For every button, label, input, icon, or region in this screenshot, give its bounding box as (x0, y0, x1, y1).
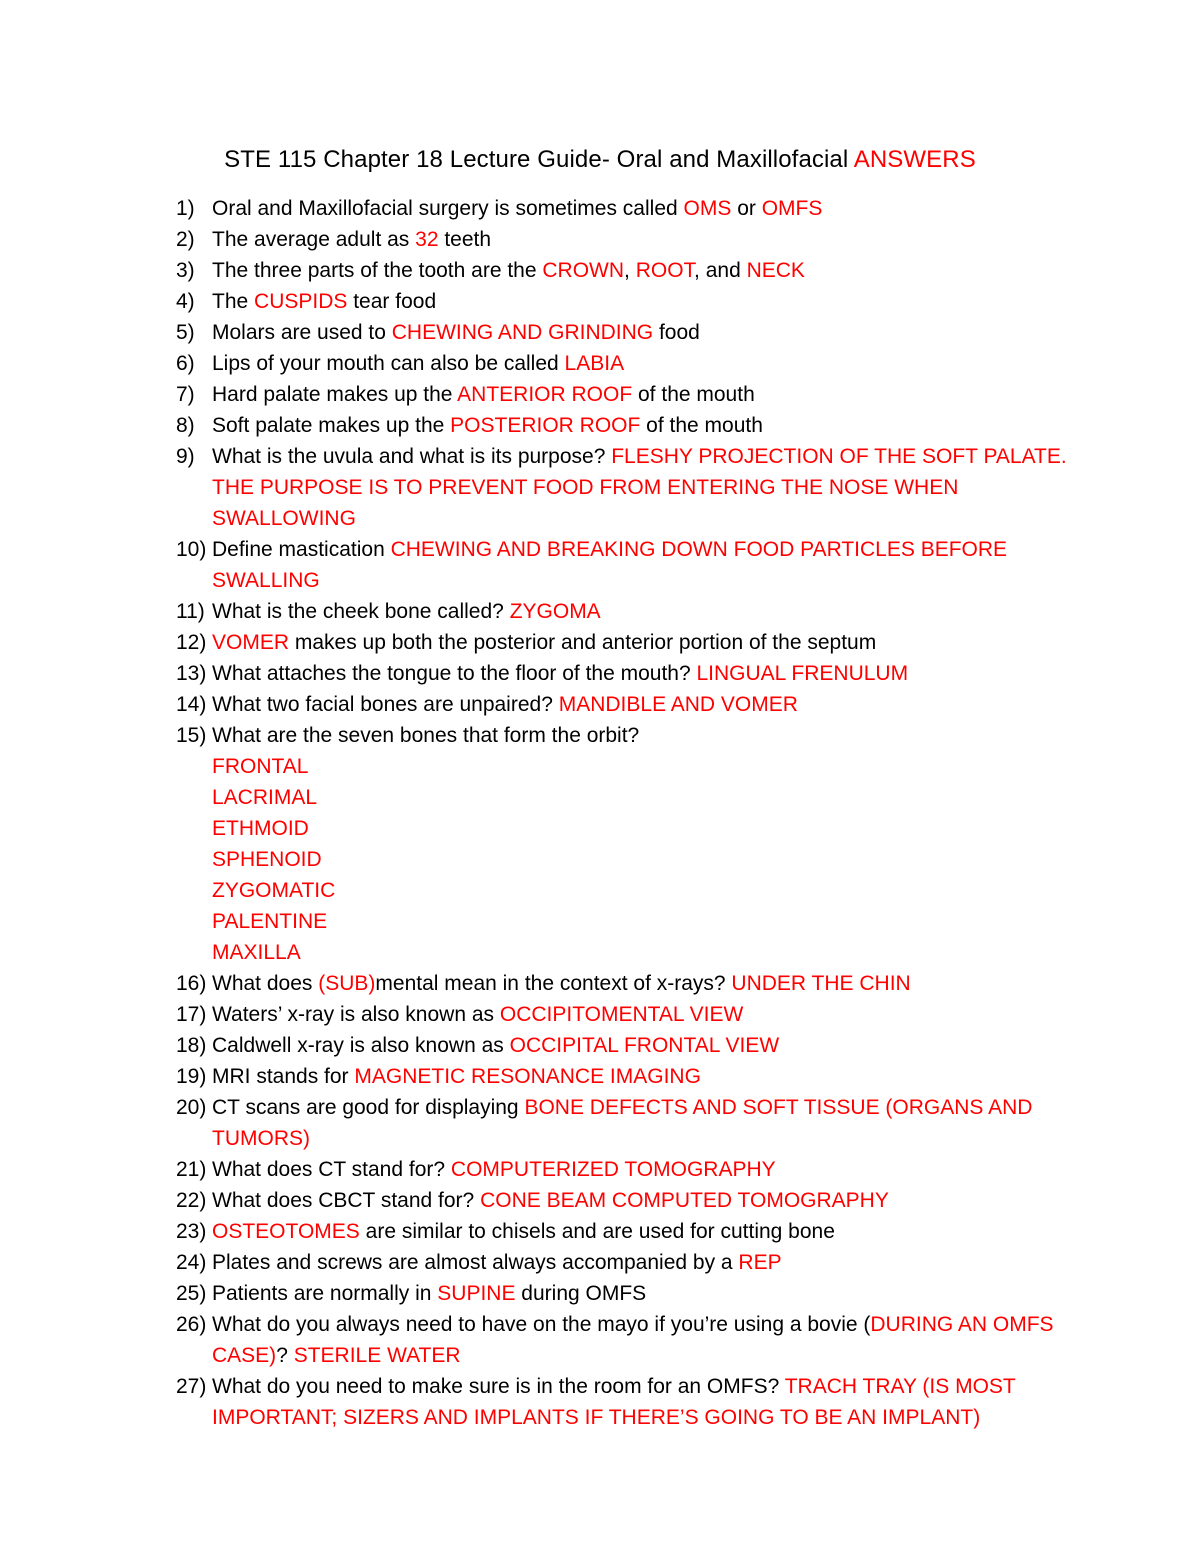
question-text: The (212, 290, 255, 313)
list-item (176, 1278, 1096, 1309)
list-item (176, 286, 1096, 317)
item-number: 8) (176, 414, 195, 437)
question-text: The three parts of the tooth are the (212, 259, 543, 282)
item-number: 7) (176, 383, 195, 406)
orbit-bone-answer: PALENTINE (212, 910, 328, 933)
item-number: 21) (176, 1158, 207, 1181)
item-number: 18) (176, 1034, 207, 1057)
item-number: 15) (176, 724, 207, 747)
item-number: 19) (176, 1065, 207, 1088)
item-number: 6) (176, 352, 195, 375)
question-text: tear food (347, 290, 437, 313)
question-text: What do you need to make sure is in the room for an OMFS? (212, 1375, 785, 1398)
answer-text: POSTERIOR ROOF (450, 414, 641, 437)
question-text: CT scans are good for displaying (212, 1096, 525, 1119)
question-text: food (653, 321, 700, 344)
answer-text: OCCIPITAL FRONTAL VIEW (509, 1034, 780, 1057)
question-text: Define mastication (212, 538, 391, 561)
answer-text: LABIA (564, 352, 625, 375)
answer-text: MANDIBLE AND VOMER (558, 693, 798, 716)
answer-text: OMFS (761, 197, 823, 220)
orbit-bone-answer: ETHMOID (212, 817, 309, 840)
question-text: makes up both the posterior and anterior portion of the septum (289, 631, 877, 654)
list-item (176, 689, 1096, 720)
item-number: 9) (176, 445, 195, 468)
answer-text: DURING AN OMFS CASE) (212, 1313, 1054, 1367)
answer-text: CHEWING AND GRINDING (391, 321, 654, 344)
answer-text: REP (738, 1251, 782, 1274)
list-item (176, 999, 1096, 1030)
item-number: 22) (176, 1189, 207, 1212)
question-text: Waters’ x-ray is also known as (212, 1003, 500, 1026)
list-item (176, 255, 1096, 286)
question-text: , and (694, 259, 747, 282)
question-text: Oral and Maxillofacial surgery is sometimes called (212, 197, 684, 220)
list-item (176, 441, 1096, 534)
answer-text: 32 (415, 228, 439, 251)
question-text: ? (276, 1344, 294, 1367)
answer-text: ANTERIOR ROOF (457, 383, 633, 406)
question-text: mental mean in the context of x-rays? (375, 972, 732, 995)
list-item (176, 348, 1096, 379)
answer-text: OCCIPITOMENTAL VIEW (499, 1003, 744, 1026)
question-text: What is the uvula and what is its purpose? (212, 445, 612, 468)
answer-text: FLESHY PROJECTION OF THE SOFT PALATE. THE PURPOSE IS TO PREVENT FOOD FROM ENTERING THE NOSE WHEN SWALLOWING (212, 445, 1067, 530)
list-item (176, 317, 1096, 348)
answer-text: STERILE WATER (293, 1344, 461, 1367)
item-number: 11) (176, 600, 205, 623)
answer-text: ROOT (635, 259, 695, 282)
answer-text: UNDER THE CHIN (731, 972, 911, 995)
answer-text: COMPUTERIZED TOMOGRAPHY (450, 1158, 776, 1181)
item-number: 2) (176, 228, 195, 251)
answer-text: NECK (746, 259, 805, 282)
item-number: 14) (176, 693, 207, 716)
orbit-bone-answer: ZYGOMATIC (212, 879, 336, 902)
question-text: , (624, 259, 636, 282)
answer-text: OSTEOTOMES (212, 1220, 360, 1243)
list-item (176, 1247, 1096, 1278)
answer-text: CUSPIDS (254, 290, 348, 313)
question-text: teeth (438, 228, 492, 251)
answer-text: TRACH TRAY (IS MOST IMPORTANT; SIZERS AND IMPLANTS IF THERE’S GOING TO BE AN IMPLANT) (212, 1375, 1016, 1429)
question-text: of the mouth (640, 414, 763, 437)
list-item (176, 596, 1096, 627)
question-text: What two facial bones are unpaired? (212, 693, 559, 716)
question-text: Hard palate makes up the (212, 383, 458, 406)
item-number: 20) (176, 1096, 207, 1119)
question-text: What does (212, 972, 319, 995)
question-text: of the mouth (632, 383, 755, 406)
question-text: Caldwell x-ray is also known as (212, 1034, 510, 1057)
item-number: 12) (176, 631, 207, 654)
title-accent: ANSWERS (853, 146, 976, 173)
item-number: 23) (176, 1220, 207, 1243)
item-number: 10) (176, 538, 207, 561)
answer-text: VOMER (212, 631, 290, 654)
list-item (176, 1371, 1096, 1433)
answer-text: (SUB) (318, 972, 376, 995)
list-item (176, 720, 1096, 751)
question-text: Soft palate makes up the (212, 414, 451, 437)
item-number: 26) (176, 1313, 207, 1336)
question-text: What do you always need to have on the mayo if you’re using a bovie ( (212, 1313, 871, 1336)
question-text: What does CT stand for? (212, 1158, 451, 1181)
question-text: or (731, 197, 762, 220)
list-item (176, 1030, 1096, 1061)
item-number: 5) (176, 321, 195, 344)
question-text: Plates and screws are almost always accompanied by a (212, 1251, 739, 1274)
question-text: Molars are used to (212, 321, 392, 344)
answer-text: CHEWING AND BREAKING DOWN FOOD PARTICLES BEFORE SWALLING (212, 538, 1008, 592)
list-item (176, 627, 1096, 658)
question-text: MRI stands for (212, 1065, 355, 1088)
orbit-bone-answer: SPHENOID (212, 848, 322, 871)
answer-text: CROWN (542, 259, 625, 282)
answer-text: MAGNETIC RESONANCE IMAGING (354, 1065, 701, 1088)
list-item (176, 534, 1096, 596)
page-title (0, 144, 1200, 176)
orbit-bone-answer: LACRIMAL (212, 786, 318, 809)
question-text: during OMFS (515, 1282, 647, 1305)
question-text: Patients are normally in (212, 1282, 438, 1305)
list-item (176, 224, 1096, 255)
list-item (176, 379, 1096, 410)
item-number: 3) (176, 259, 195, 282)
title-text: STE 115 Chapter 18 Lecture Guide- Oral and Maxillofacial (224, 146, 854, 173)
answer-text: LINGUAL FRENULUM (696, 662, 909, 685)
answer-text: ZYGOMA (509, 600, 601, 623)
orbit-bone-answer: MAXILLA (212, 941, 301, 964)
answer-text: CONE BEAM COMPUTED TOMOGRAPHY (480, 1189, 889, 1212)
list-item (176, 1092, 1096, 1154)
answer-text: OMS (683, 197, 732, 220)
item-number: 1) (176, 197, 195, 220)
item-number: 24) (176, 1251, 207, 1274)
question-text: What are the seven bones that form the orbit? (212, 724, 640, 747)
list-item (176, 410, 1096, 441)
item-number: 25) (176, 1282, 207, 1305)
question-text: Lips of your mouth can also be called (212, 352, 565, 375)
item-number: 16) (176, 972, 207, 995)
list-item (176, 1309, 1096, 1371)
answer-text: BONE DEFECTS AND SOFT TISSUE (ORGANS AND TUMORS) (212, 1096, 1033, 1150)
list-item (176, 968, 1096, 999)
item-number: 4) (176, 290, 195, 313)
question-text: What is the cheek bone called? (212, 600, 510, 623)
list-item (176, 1154, 1096, 1185)
list-item (176, 658, 1096, 689)
question-text: What attaches the tongue to the floor of the mouth? (212, 662, 697, 685)
answer-text: SUPINE (437, 1282, 516, 1305)
question-text: What does CBCT stand for? (212, 1189, 481, 1212)
orbit-bone-answer: FRONTAL (212, 755, 309, 778)
list-item (176, 193, 1096, 224)
item-number: 27) (176, 1375, 207, 1398)
question-text: are similar to chisels and are used for cutting bone (359, 1220, 835, 1243)
list-item (176, 1185, 1096, 1216)
question-text: The average adult as (212, 228, 416, 251)
list-item (176, 1216, 1096, 1247)
list-item (176, 1061, 1096, 1092)
item-number: 13) (176, 662, 207, 685)
item-number: 17) (176, 1003, 207, 1026)
question-list (176, 193, 1096, 1433)
